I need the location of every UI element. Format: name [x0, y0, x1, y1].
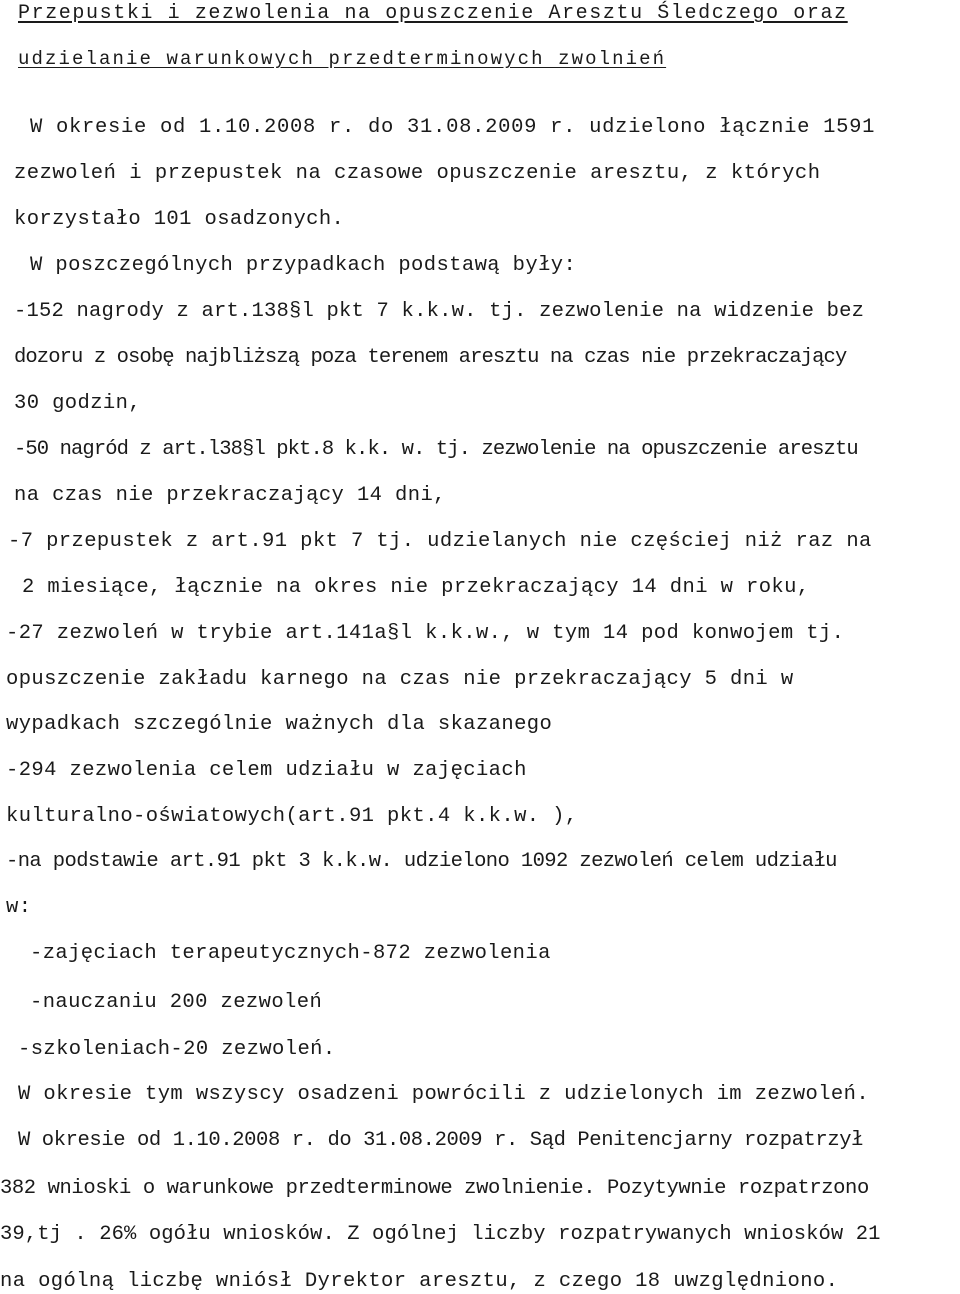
paragraph-line: 30 godzin,: [14, 392, 142, 415]
list-item: -zajęciach terapeutycznych-872 zezwolenia: [30, 942, 551, 965]
list-item: -nauczaniu 200 zezwoleń: [30, 991, 323, 1014]
paragraph-line: -294 zezwolenia celem udziału w zajęciach: [6, 759, 527, 782]
paragraph-line: 382 wnioski o warunkowe przedterminowe zwolnienie. Pozytywnie rozpatrzono: [0, 1177, 869, 1200]
paragraph-line: na ogólną liczbę wniósł Dyrektor aresztu, z czego 18 uwzględniono.: [0, 1270, 839, 1293]
paragraph-line: W okresie od 1.10.2008 r. do 31.08.2009 r. Sąd Penitencjarny rozpatrzył: [18, 1129, 864, 1152]
paragraph-line: -7 przepustek z art.91 pkt 7 tj. udzielanych nie częściej niż raz na: [8, 530, 872, 553]
paragraph-line: -27 zezwoleń w trybie art.141a§l k.k.w., w tym 14 pod konwojem tj.: [6, 622, 845, 645]
paragraph-line: -na podstawie art.91 pkt 3 k.k.w. udzielono 1092 zezwoleń celem udziału: [6, 850, 837, 873]
paragraph-line: zezwoleń i przepustek na czasowe opuszczenie aresztu, z których: [14, 162, 821, 185]
document-subtitle: udzielanie warunkowych przedterminowych zwolnień: [18, 48, 667, 70]
paragraph-line: w:: [6, 896, 32, 919]
paragraph-line: -50 nagród z art.l38§l pkt.8 k.k. w. tj. zezwolenie na opuszczenie aresztu: [14, 438, 858, 461]
paragraph-line: wypadkach szczególnie ważnych dla skazanego: [6, 713, 553, 736]
paragraph-line: W okresie od 1.10.2008 r. do 31.08.2009 r. udzielono łącznie 1591: [30, 116, 876, 139]
paragraph-line: na czas nie przekraczający 14 dni,: [14, 484, 446, 507]
paragraph-line: korzystało 101 osadzonych.: [14, 208, 345, 231]
paragraph-line: 2 miesiące, łącznie na okres nie przekraczający 14 dni w roku,: [22, 576, 810, 599]
paragraph-line: opuszczenie zakładu karnego na czas nie przekraczający 5 dni w: [6, 668, 794, 691]
document-title: Przepustki i zezwolenia na opuszczenie Aresztu Śledczego oraz: [18, 2, 848, 25]
paragraph-line: dozoru z osobę najbliższą poza terenem aresztu na czas nie przekraczający: [14, 346, 847, 369]
paragraph-line: kulturalno-oświatowych(art.91 pkt.4 k.k.w. ),: [6, 805, 578, 828]
paragraph-line: 39,tj . 26% ogółu wniosków. Z ogólnej liczby rozpatrywanych wniosków 21: [0, 1223, 881, 1246]
paragraph-line: W okresie tym wszyscy osadzeni powrócili z udzielonych im zezwoleń.: [18, 1083, 870, 1106]
list-item: -szkoleniach-20 zezwoleń.: [18, 1038, 336, 1061]
paragraph-line: -152 nagrody z art.138§l pkt 7 k.k.w. tj. zezwolenie na widzenie bez: [14, 300, 865, 323]
paragraph-line: W poszczególnych przypadkach podstawą były:: [30, 254, 577, 277]
